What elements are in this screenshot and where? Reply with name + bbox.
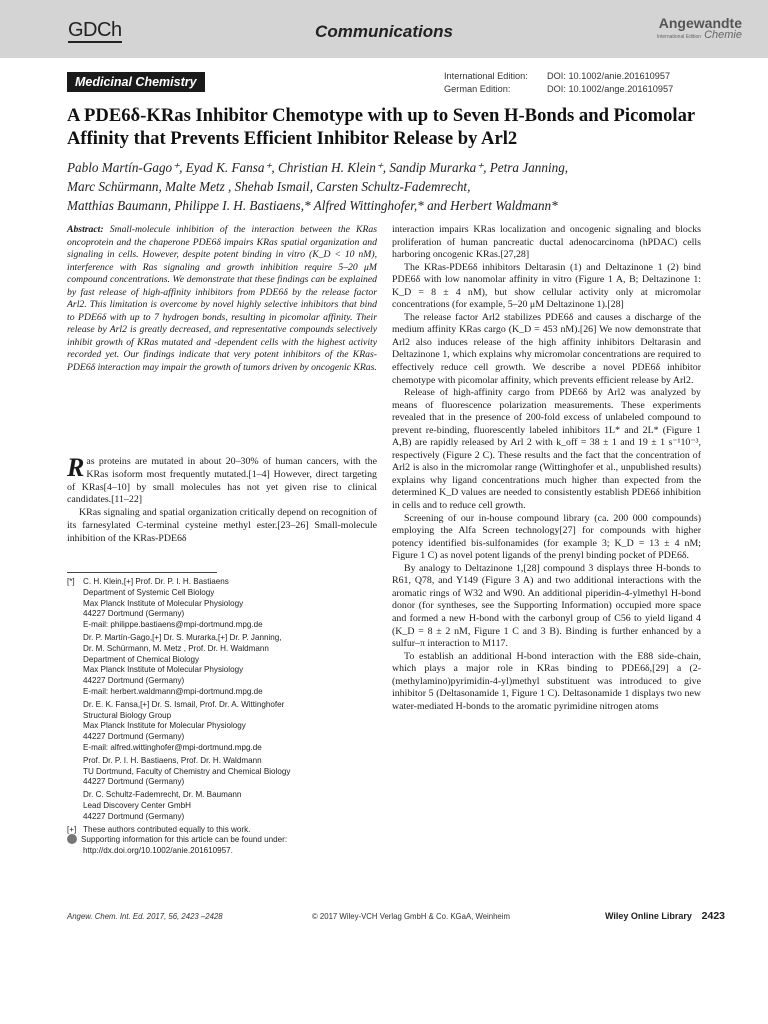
body-paragraph: By analogy to Deltazinone 1,[28] compound 3 displays three H-bonds to R61, Q78, and Y149 (Figure 3 A) and two additional interactions with the aromatic rings of W32 and W90. An additional piperidin-4-ylmethyl H-bond donor (for syntheses, see the Supporting Information) occupied more space and formed a new H-bond with the carbonyl group of C56 to yield ligand 4 (K_D = 8 ± 2 nM, Figure 1 C and 3 B). Binding is further enhanced by a sulfur–π interaction to M117.: [392, 562, 701, 650]
equal-contribution-note: [67, 825, 377, 836]
affiliation-line: 44227 Dortmund (Germany): [83, 609, 185, 619]
affiliation-line: Structural Biology Group: [83, 710, 172, 720]
affiliation-line: Max Planck Institute of Molecular Physiology: [83, 665, 244, 675]
affiliation-divider: [67, 572, 217, 573]
journal-logo-small: International Edition: [656, 34, 702, 40]
equal-text: These authors contributed equally to this work.: [83, 824, 251, 834]
supporting-info-icon: [67, 834, 77, 844]
affiliation-line: 44227 Dortmund (Germany): [83, 732, 185, 742]
page-number: 2423: [701, 910, 725, 922]
page-header: [0, 0, 768, 58]
body-paragraph: The release factor Arl2 stabilizes PDE6δ and causes a discharge of the medium affinity KRas cargo (K_D = 453 nM).[26] We now demonstrate that Arl2 also induces release of the high affinity inhibitors Deltarasin and Deltazinone 1, which explains why micromolar concentrations are required to effectively reduce cell growth. We describe a novel PDE6δ inhibitor chemotype with picomolar affinity, which prevents efficient release by Arl2.: [392, 311, 701, 386]
abstract: [67, 224, 377, 374]
author-line: Pablo Martín-Gago⁺, Eyad K. Fansa⁺, Christian H. Klein⁺, Sandip Murarka⁺, Petra Janning,: [67, 160, 569, 175]
abstract-label: Abstract:: [67, 224, 104, 235]
affiliation-line: 44227 Dortmund (Germany): [83, 777, 185, 787]
body-paragraph: Release of high-affinity cargo from PDE6δ by Arl2 was analyzed by means of fluorescence polarization measurements. These experiments revealed that in the presence of 200-fold excess of unlabeled compound to prevent re-binding, fluorescently labeled inhibitors 1L* and 2L* (Figure 1 A,B) are rapidly released by Arl 2 with k_off = 38 ± 1 and 19 ± 1 s⁻¹10⁻³, respectively (Figure 2 C). These results and the fact that the concentration of Arl2 is also in the micromolar range (Wittinghofer et al., unpublished results) explains why ligand concentrations much higher than expected from the determined K_D values are needed to consistently establish PDE6δ inhibition in cells and to reduce cell growth.: [392, 387, 701, 512]
affiliation-block: [67, 577, 377, 631]
author-line: Matthias Baumann, Philippe I. H. Bastiaens,* Alfred Wittinghofer,* and Herbert Waldmann*: [67, 198, 558, 213]
equal-mark: [+]: [67, 824, 77, 834]
doi-label: International Edition:: [444, 71, 528, 81]
affiliation-line: Department of Chemical Biology: [83, 654, 200, 664]
affiliation-text: C. H. Klein,[+] Prof. Dr. P. I. H. Bastiaens: [83, 577, 229, 586]
affiliation-line: Max Planck Institute for Molecular Physiology: [83, 721, 246, 731]
doi-value[interactable]: DOI: 10.1002/ange.201610957: [547, 83, 674, 94]
affiliation-line: Dr. C. Schultz-Fademrecht, Dr. M. Baumann: [83, 790, 242, 800]
body-paragraph: interaction impairs KRas localization and oncogenic signaling and blocks proliferation of human pancreatic ductal adenocarcinoma (hPDAC) cells harboring oncogenic KRas.[27,28]: [392, 224, 701, 261]
drop-cap: R: [67, 453, 85, 482]
gdch-logo: GDCh: [68, 19, 122, 41]
journal-logo-chemie: Chemie: [704, 29, 742, 41]
affiliation-block: [67, 633, 377, 698]
affiliation-line: 44227 Dortmund (Germany): [83, 676, 185, 686]
footer-citation: Angew. Chem. Int. Ed. 2017, 56, 2423 –2428: [67, 912, 223, 921]
author-list: [67, 158, 717, 215]
footer-copyright: © 2017 Wiley-VCH Verlag GmbH & Co. KGaA, Weinheim: [312, 912, 510, 921]
doi-row: [444, 83, 673, 96]
affiliation-line: TU Dortmund, Faculty of Chemistry and Chemical Biology: [83, 766, 291, 776]
affiliation-email[interactable]: E-mail: philippe.bastiaens@mpi-dortmund.mpg.de: [83, 620, 263, 630]
affiliation-line: 44227 Dortmund (Germany): [83, 811, 185, 821]
journal-logo: [657, 16, 742, 41]
paragraph-text: as proteins are mutated in about 20–30% of human cancers, with the KRas isoform most frequently mutated.[1–4] However, direct targeting of KRas[4–10] by small molecules has not yet given rise to clinical candidates.[11–22]: [67, 456, 377, 506]
doi-block: [444, 70, 673, 95]
affiliation-email[interactable]: E-mail: herbert.waldmann@mpi-dortmund.mpg.de: [83, 686, 263, 696]
affiliation-mark: [*]: [67, 577, 75, 586]
affiliation-line: Dr. E. K. Fansa,[+] Dr. S. Ismail, Prof. Dr. A. Wittinghofer: [83, 699, 285, 709]
category-badge: Medicinal Chemistry: [67, 72, 205, 92]
affiliation-block: [67, 700, 377, 754]
body-paragraph: To establish an additional H-bond interaction with the E88 side-chain, which plays a major role in KRas binding to PDE6δ,[29] a (2-(methylamino)pyrimidin-4-yl)methyl substituent was introduced to give inhibitor 5 (Deltasonamide 1, Figure 1 C). Deltasonamide 1 displays two new water-mediated H-bonds to the aromatic pyrimidine nitrogen atoms: [392, 650, 701, 712]
affiliation-line: Department of Systemic Cell Biology: [83, 587, 215, 597]
doi-row: [444, 70, 673, 83]
affiliation-line: Prof. Dr. P. I. H. Bastiaens, Prof. Dr. H. Waldmann: [83, 755, 262, 765]
body-paragraph: [67, 453, 377, 507]
journal-logo-line1: Angewandte: [658, 15, 742, 31]
body-right-column: [392, 224, 701, 713]
affiliation-line: Dr. M. Schürmann, M. Metz , Prof. Dr. H. Waldmann: [83, 643, 269, 653]
doi-value[interactable]: DOI: 10.1002/anie.201610957: [547, 71, 671, 81]
abstract-text: Small-molecule inhibition of the interaction between the KRas oncoprotein and the chaperone PDE6δ impairs KRas spatial organization and signaling in cells. However, despite potent binding in vitro (K_D < 10 nM), interference with Ras signaling and growth inhibition require 5–20 μM compound concentrations. We demonstrate that these findings can be explained by fast release of high-affinity inhibitors from PDE6δ by the release factor Arl2. This limitation is overcome by novel highly selective inhibitors that bind to PDE6δ with up to 7 hydrogen bonds, resulting in picomolar affinity. Their release by Arl2 is greatly decreased, and representative compounds selectively inhibit growth of KRas mutated and -dependent cells with the highest activity recorded yet. Our findings indicate that very potent inhibitors of the KRas-PDE6δ interaction may impair the growth of tumors driven by oncogenic KRas.: [67, 224, 377, 373]
affiliation-line: [67, 577, 377, 588]
affiliation-block: [67, 790, 377, 822]
affiliation-line: Lead Discovery Center GmbH: [83, 800, 191, 810]
body-paragraph: Screening of our in-house compound library (ca. 200 000 compounds) employing the Alfa Screen technology[27] for compounds with higher potency identified bis-sulfonamides (for example 3; K_D = 13 ± 4 nM; Figure 1 C) as novel potent ligands of the prenyl binding pocket of PDE6δ.: [392, 512, 701, 562]
section-title: Communications: [315, 22, 453, 41]
supporting-text: Supporting information for this article can be found under:: [81, 835, 288, 845]
affiliation-block: [67, 756, 377, 788]
body-left-column: [67, 453, 377, 546]
doi-label: German Edition:: [444, 83, 511, 94]
supporting-info-link[interactable]: http://dx.doi.org/10.1002/anie.201610957.: [83, 846, 233, 856]
article-title: A PDE6δ-KRas Inhibitor Chemotype with up to Seven H-Bonds and Picomolar Affinity that Prevents Efficient Inhibitor Release by Arl2: [67, 105, 695, 149]
journal-logo-line2: [657, 30, 742, 41]
wiley-online-library-logo[interactable]: Wiley Online Library: [605, 911, 692, 921]
affiliation-line: Dr. P. Martín-Gago,[+] Dr. S. Murarka,[+] Dr. P. Janning,: [83, 632, 282, 642]
supporting-info-note: [67, 835, 377, 846]
body-paragraph: KRas signaling and spatial organization critically depend on recognition of its farnesylated C-terminal cysteine methyl ester.[23–26] Small-molecule inhibition of the KRas-PDE6δ: [67, 507, 377, 544]
affiliation-email[interactable]: E-mail: alfred.wittinghofer@mpi-dortmund.mpg.de: [83, 742, 262, 752]
author-line: Marc Schürmann, Malte Metz , Shehab Ismail, Carsten Schultz-Fademrecht,: [67, 179, 471, 194]
affiliations: [67, 577, 377, 857]
affiliation-line: Max Planck Institute of Molecular Physiology: [83, 598, 244, 608]
body-paragraph: The KRas-PDE6δ inhibitors Deltarasin (1) and Deltazinone 1 (2) bind PDE6δ with low nanomolar affinity in vitro (Figure 1 A, B; Deltazinone 1: K_D = 8 ± 4 nM), but show cellular activity only at micromolar concentrations (for example, 5–20 μM Deltazinone 1).[28]: [392, 261, 701, 311]
